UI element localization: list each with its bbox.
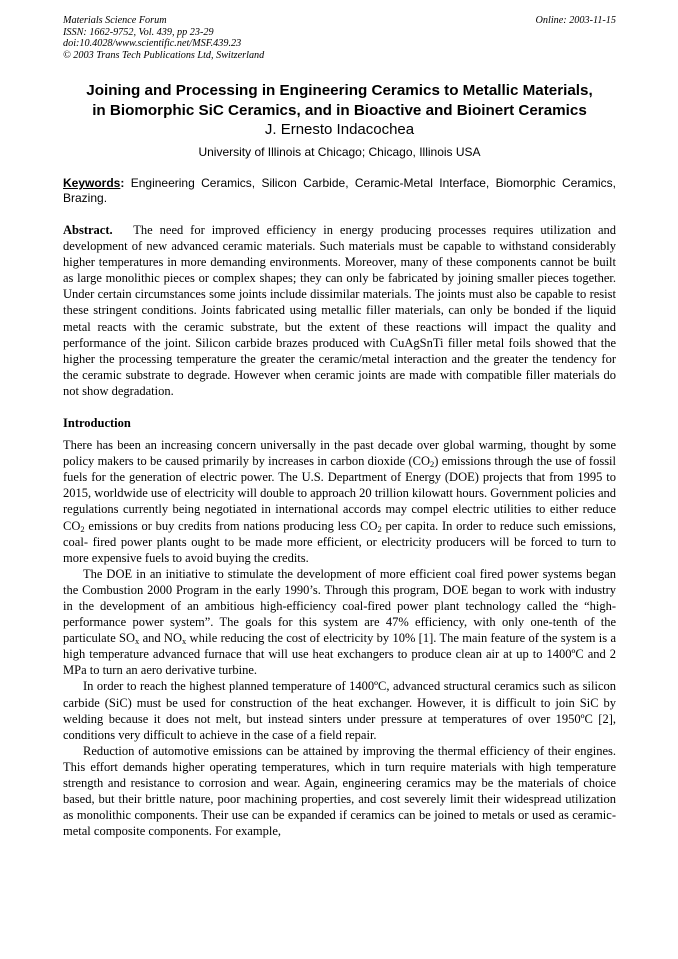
copyright-line: © 2003 Trans Tech Publications Ltd, Switzerland: [63, 49, 265, 61]
author-name: J. Ernesto Indacochea: [264, 121, 415, 138]
p1-subscript-1: 2: [430, 459, 435, 470]
p2-text-a: The DOE in an initiative to stimulate the development of more efficient coal fired power systems began the Combustion 2000 Program in the early 1990’s. Through this program, DOE began to work with industry in the development of an ambitious high-efficiency coal-fired power plant technology called the “high-performance power system”. The goals for this system are 47% efficiency, with only one-tenth of the particulate SO: [63, 566, 616, 646]
title-line-2: in Biomorphic SiC Ceramics, and in Bioactive and Bioinert Ceramics: [92, 101, 587, 119]
p2-text-c: while reducing the cost of electricity by 10% [1]. The main feature of the system is a high temperature advanced furnace that will use heat exchangers to produce clean air at up to 1400ºC and 2 MPa to turn an aero derivative turbine.: [63, 631, 616, 678]
journal-name: Materials Science Forum: [63, 15, 167, 26]
intro-paragraph-1: [63, 437, 616, 566]
title-line-1: Joining and Processing in Engineering Ceramics to Metallic Materials,: [86, 82, 593, 99]
p2-text-b: and NO: [139, 631, 182, 646]
issn-line: ISSN: 1662-9752, Vol. 439, pp 23-29: [63, 26, 214, 38]
intro-paragraph-3: In order to reach the highest planned temperature of 1400ºC, advanced structural ceramics such as silicon carbide (SiC) must be used for construction of the heat exchanger. However, it is difficult to join SiC by welding because it does not melt, but instead sinters under pressure at temperatures of over 1950ºC [2], conditions very difficult to achieve in the case of a field repair.: [63, 679, 616, 742]
abstract-label: Abstract.: [63, 223, 113, 237]
p1-subscript-3: 2: [377, 523, 382, 534]
abstract-block: [63, 222, 616, 399]
p1-subscript-2: 2: [80, 523, 85, 534]
doi-line: doi:10.4028/www.scientific.net/MSF.439.23: [63, 38, 242, 49]
section-heading-introduction: Introduction: [63, 416, 131, 431]
keywords-block: Keywords: Engineering Ceramics, Silicon Carbide, Ceramic-Metal Interface, Biomorphic Ceramics, Brazing.: [63, 176, 616, 205]
intro-paragraph-2: [63, 566, 616, 679]
keywords-text: Engineering Ceramics, Silicon Carbide, Ceramic-Metal Interface, Biomorphic Ceramics, Brazing.: [63, 176, 616, 205]
online-date: Online: 2003-11-15: [535, 15, 616, 26]
intro-paragraph-4: Reduction of automotive emissions can be attained by improving the thermal efficiency of their engines. This effort demands higher operating temperatures, which in turn require materials with high temperature strength and resistance to corrosion and wear. Again, engineering ceramics may be the materials of choice based, but their brittle nature, poor machining properties, and cost severely limit their widespread utilization as monolithic components. Their use can be expanded if ceramics can be joined to metals or used as ceramic-metal composite components. For example,: [63, 743, 616, 839]
p1-text-a: There has been an increasing concern universally in the past decade over global warming, thought by some policy makers to be caused primarily by increases in carbon dioxide (CO: [63, 438, 616, 469]
journal-header: [63, 15, 616, 61]
p2-subscript-2: x: [182, 636, 187, 647]
abstract-text: The need for improved efficiency in energy producing processes requires utilization and development of new advanced ceramic materials. Such materials must be capable to withstand considerably higher temperatures in more demanding environments. Moreover, many of these components cannot be built as large monolithic pieces or complex shapes; they can only be fabricated by joining smaller pieces together. Under certain circumstances some joints include dissimilar materials. The joints must also be capable to resist these stringent conditions. Joints fabricated using metallic filler materials, can only be bonded if the liquid metal reacts with the ceramic substrate, but the extent of these reactions will impact the quality and performance of the joint. Silicon carbide brazes produced with CuAgSnTi filler metal foils showed that the higher the processing temperature the greater the ceramic/metal interaction and the greater the tendency for the ceramic substrate to degrade. However when ceramic joints are made with compatible filler materials do not show degradation.: [63, 223, 616, 398]
p1-text-d: per capita. In order to reduce such emissions, coal- fired power plants ought to be made more efficient, or electricity producers will be forced to turn to more expensive fuels to avoid buying the credits.: [63, 518, 617, 565]
paper-title: [63, 81, 616, 120]
keywords-label: Keywords: [63, 176, 121, 190]
p2-subscript-1: x: [135, 636, 140, 647]
author-affiliation: University of Illinois at Chicago; Chicago, Illinois USA: [198, 145, 481, 159]
p1-text-c: emissions or buy credits from nations producing less CO: [84, 518, 378, 533]
p1-text-b: ) emissions through the use of fossil fuels for the generation of electric power. The U.S. Department of Energy (DOE) projects that from 1995 to 2015, worldwide use of electricity will double to approach 20 trillion kilowatt hours. Government policies and regulations currently being negotiated in international accords may compel electric utilities to either reduce CO: [63, 454, 616, 533]
paper-page: [63, 15, 616, 839]
